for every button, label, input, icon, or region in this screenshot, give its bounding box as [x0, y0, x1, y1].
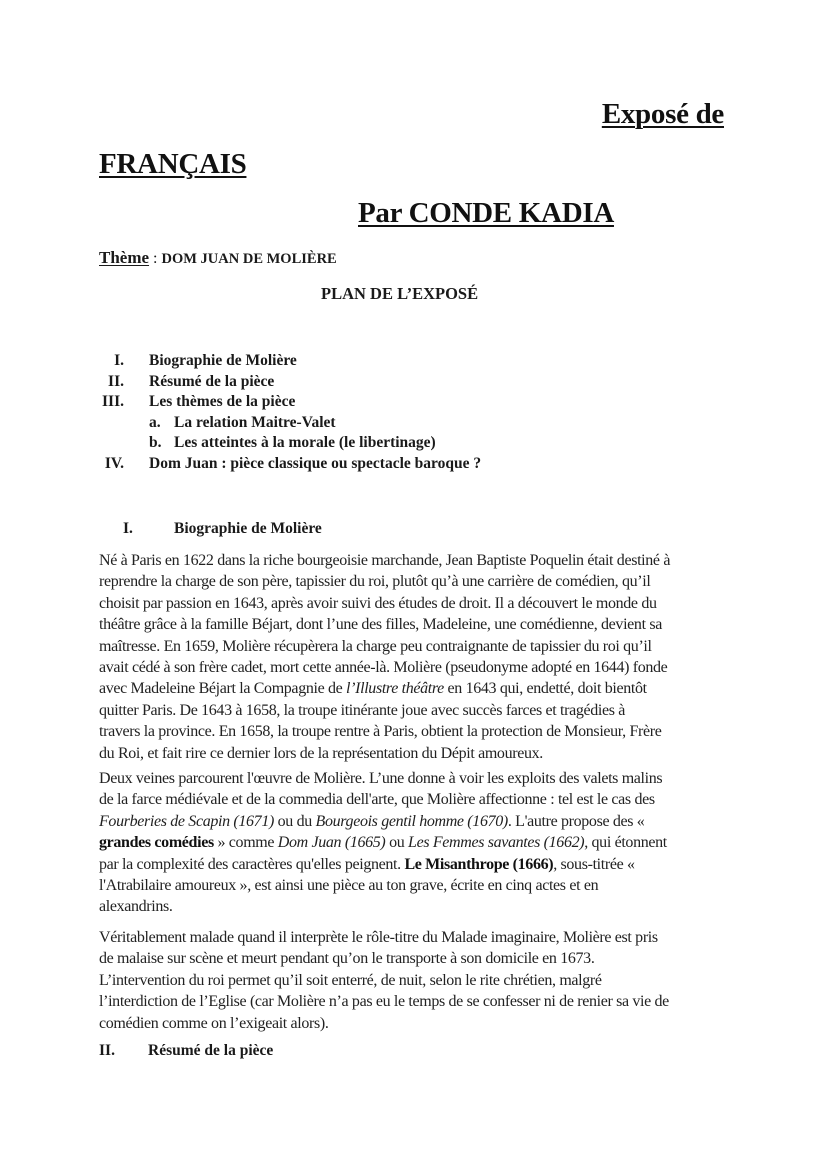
text-run: Véritablement malade quand il interprète le rôle-titre du Malade imaginaire, Molière est pris	[99, 929, 658, 946]
title-francais-text: FRANÇAIS	[99, 148, 247, 180]
text-run: maîtresse. En 1659, Molière récupèrera la charge peu contraignante de tapissier du roi qu’il	[99, 637, 652, 655]
italic-text: Bourgeois gentil homme (1670)	[315, 812, 508, 830]
paragraph-line	[99, 614, 739, 635]
plan-subitem-letter: b.	[149, 434, 162, 451]
paragraph-line	[99, 1013, 739, 1034]
paragraph-line	[99, 721, 739, 742]
paragraph-line	[99, 832, 739, 853]
paragraph-line	[99, 948, 739, 969]
section-number: II.	[99, 1042, 115, 1059]
text-run: travers la province. En 1658, la troupe rentre à Paris, obtient la protection de Monsieur, Frère	[99, 723, 662, 741]
plan-item-number: II.	[108, 372, 124, 390]
plan-subitem-text: La relation Maitre-Valet	[174, 413, 336, 431]
paragraph-line	[99, 970, 739, 991]
paragraph-line	[99, 571, 739, 592]
paragraph-line	[99, 700, 739, 721]
paragraph-line	[99, 789, 739, 810]
section-number: I.	[123, 520, 133, 537]
plan-subitem	[0, 434, 828, 455]
italic-text: l’Illustre théâtre	[346, 680, 444, 698]
title-expose-de: Exposé de	[601, 98, 724, 130]
text-run: par la complexité des caractères qu'elles peignent.	[99, 855, 405, 873]
text-run: l'Atrabilaire amoureux », est ainsi une pièce au ton grave, écrite en cinq actes et en	[99, 877, 599, 895]
plan-title: PLAN DE L’EXPOSÉ	[321, 284, 479, 303]
paragraph-line	[99, 593, 739, 614]
plan-item-number: I.	[114, 352, 124, 369]
text-run: en 1643 qui, endetté, doit bientôt	[443, 680, 647, 698]
text-run: ou	[385, 834, 409, 852]
theme-label: Thème	[99, 248, 150, 267]
plan-subitem-text: Les atteintes à la morale (le libertinage)	[174, 434, 436, 451]
paragraph-line	[99, 811, 739, 832]
text-run: , qui étonnent	[584, 834, 667, 852]
theme-value: DOM JUAN DE MOLIÈRE	[161, 251, 337, 267]
text-run: reprendre la charge de son père, tapissier du roi, plutôt qu’à une carrière de comédien, qu’il	[99, 573, 651, 591]
bold-text: grandes comédies	[99, 834, 214, 852]
text-run: » comme	[213, 834, 278, 852]
plan-item	[0, 373, 828, 394]
text-run: L’intervention du roi permet qu’il soit enterré, de nuit, selon le rite chrétien, malgré	[99, 971, 602, 989]
plan-item-number: III.	[102, 393, 124, 410]
text-run: avait cédé à son frère cadet, mort cette année-là. Molière (pseudonyme adopté en 1644) fonde	[99, 659, 668, 677]
text-run: , sous-titrée «	[553, 855, 635, 873]
italic-text: Fourberies de Scapin (1671)	[99, 812, 274, 830]
paragraph-line	[99, 550, 739, 571]
title-francais	[99, 148, 386, 181]
paragraph-line	[99, 875, 739, 896]
text-run: l’interdiction de l’Eglise (car Molière n’a pas eu le temps de se confesser ni de renier sa vie de	[99, 993, 669, 1011]
text-run: de la farce médiévale et de la commedia dell'arte, que Molière affectionne : tel est le cas des	[99, 791, 655, 809]
text-run: quitter Paris. De 1643 à 1658, la troupe itinérante joue avec succès farces et tragédies à	[99, 701, 626, 719]
paragraph-line	[99, 896, 739, 917]
text-run: avec Madeleine Béjart la Compagnie de	[99, 680, 347, 698]
paragraph-line	[99, 657, 739, 678]
text-run: du Roi, et fait rire ce dernier lors de la représentation du Dépit amoureux.	[99, 744, 543, 762]
text-run: choisit par passion en 1643, après avoir suivi des études de droit. Il a découvert le monde du	[99, 594, 657, 612]
paragraph-line	[99, 854, 739, 875]
text-run: Deux veines parcourent l'œuvre de Molière. L’une donne à voir les exploits des valets malins	[99, 770, 663, 787]
text-run: Né à Paris en 1622 dans la riche bourgeoisie marchande, Jean Baptiste Poquelin était destiné à	[99, 552, 671, 569]
plan-item-text: Résumé de la pièce	[149, 372, 275, 390]
paragraph-line	[99, 768, 739, 789]
plan-item-number: IV.	[104, 454, 124, 472]
plan-item	[0, 352, 828, 373]
plan-list	[0, 352, 828, 475]
paragraph-biographie-1	[99, 550, 739, 764]
paragraph-line	[99, 678, 739, 699]
theme-separator: :	[149, 250, 162, 267]
text-run: théâtre grâce à la famille Béjart, dont l’une des filles, Madeleine, une comédienne, devient sa	[99, 616, 662, 634]
plan-item	[0, 455, 828, 476]
paragraph-biographie-2	[99, 768, 739, 918]
text-run: de malaise sur scène et meurt pendant qu’on le transporte à son domicile en 1673.	[99, 950, 595, 968]
paragraph-line	[99, 743, 739, 764]
plan-item-text: Dom Juan : pièce classique ou spectacle baroque ?	[149, 454, 482, 472]
text-run: ou du	[273, 812, 316, 830]
plan-subitem-letter: a.	[149, 413, 161, 431]
plan-item	[0, 393, 828, 414]
paragraph-line	[99, 636, 739, 657]
theme-line	[99, 248, 337, 268]
author-line: Par CONDE KADIA	[358, 197, 614, 229]
section-title: Biographie de Molière	[174, 520, 322, 537]
plan-item-text: Les thèmes de la pièce	[149, 393, 296, 410]
italic-text: Les Femmes savantes (1662)	[408, 834, 585, 852]
paragraph-biographie-3	[99, 927, 739, 1034]
paragraph-line	[99, 927, 739, 948]
paragraph-line	[99, 991, 739, 1012]
italic-text: Dom Juan (1665)	[277, 834, 386, 852]
text-run: . L'autre propose des «	[507, 812, 645, 830]
text-run: alexandrins.	[99, 898, 173, 916]
text-run: comédien comme on l’exigeait alors).	[99, 1014, 329, 1032]
bold-text: Le Misanthrope (1666)	[404, 855, 554, 873]
section-title: Résumé de la pièce	[148, 1042, 274, 1059]
plan-subitem	[0, 414, 828, 435]
plan-item-text: Biographie de Molière	[149, 352, 297, 369]
